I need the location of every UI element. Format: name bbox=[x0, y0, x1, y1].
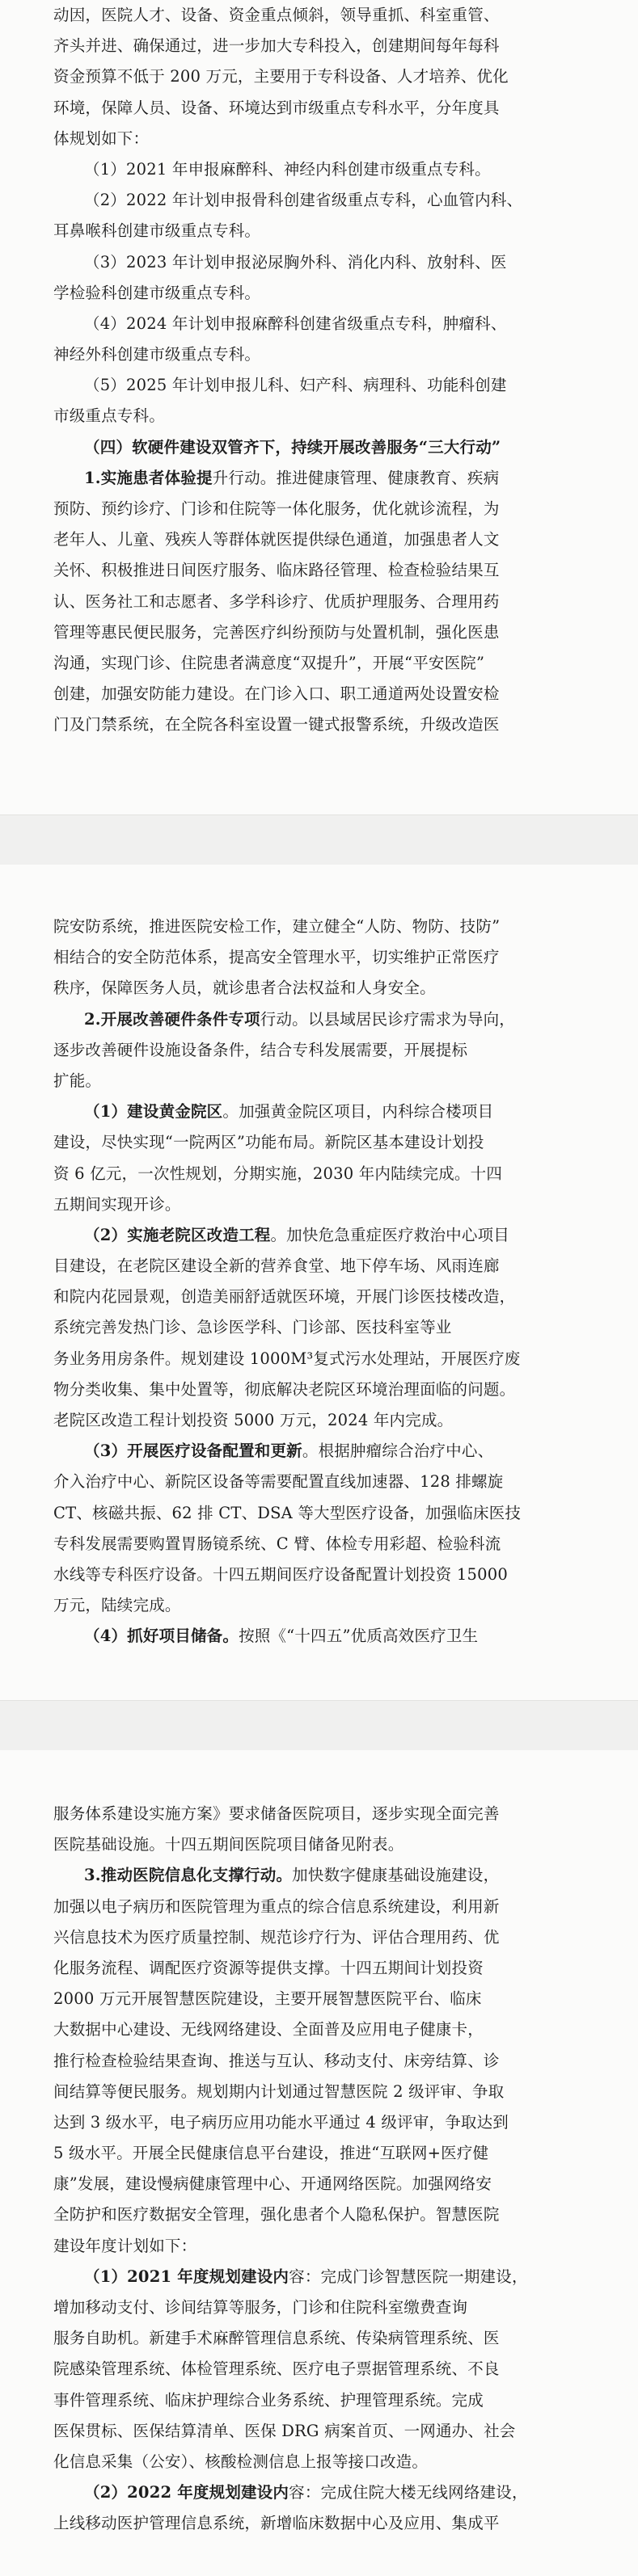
page-gap bbox=[0, 814, 638, 866]
text-line: 万元，陆续完成。 bbox=[53, 1596, 181, 1615]
text-line: 兴信息技术为医疗质量控制、规范诊疗行为、评估合理用药、优 bbox=[53, 1927, 500, 1947]
text-line: 医保贯标、医保结算清单、医保 DRG 病案首页、一网通办、社会 bbox=[53, 2421, 516, 2440]
text-line: 事件管理系统、临床护理综合业务系统、护理管理系统。完成 bbox=[53, 2390, 484, 2410]
text-line: 服务体系建设实施方案》要求储备医院项目，逐步实现全面完善 bbox=[53, 1804, 500, 1823]
page-3 bbox=[0, 1750, 638, 2576]
text-line: 务业务用房条件。规划建设 1000M³复式污水处理站，开展医疗废 bbox=[53, 1349, 521, 1368]
text-line: 康”发展，建设慢病健康管理中心、开通网络医院。加强网络安 bbox=[53, 2174, 492, 2194]
text-line: 沟通，实现门诊、住院患者满意度“双提升”，开展“平安医院” bbox=[53, 653, 485, 672]
text-line: 创建，加强安防能力建设。在门诊入口、职工通道两处设置安检 bbox=[53, 684, 500, 704]
text-line: （2）2022 年度规划建设内容：完成住院大楼无线网络建设， bbox=[84, 2483, 528, 2502]
text-line: 服务自助机。新建手术麻醉管理信息系统、传染病管理系统、医 bbox=[53, 2329, 500, 2348]
text-line: 耳鼻喉科创建市级重点专科。 bbox=[53, 221, 261, 241]
text-line: 和院内花园景观，创造美丽舒适就医环境，开展门诊医技楼改造， bbox=[53, 1287, 516, 1307]
text-line: 建设年度计划如下： bbox=[53, 2236, 197, 2255]
text-line: 专科发展需要购置胃肠镜系统、C 臂、体检专用彩超、检验科流 bbox=[53, 1534, 501, 1553]
text-line: （四）软硬件建设双管齐下，持续开展改善服务“三大行动” bbox=[84, 437, 501, 457]
text-line: 五期间实现开诊。 bbox=[53, 1194, 181, 1214]
text-line: 建设，尽快实现“一院两区”功能布局。新院区基本建设计划投 bbox=[53, 1133, 484, 1152]
text-line: 关怀、积极推进日间医疗服务、临床路径管理、检查检验结果互 bbox=[53, 561, 500, 580]
text-line: 动因，医院人才、设备、资金重点倾斜，领导重抓、科室重管、 bbox=[53, 6, 500, 24]
text-line: （3）开展医疗设备配置和更新。根据肿瘤综合治疗中心、 bbox=[84, 1442, 494, 1461]
text-line: 2000 万元开展智慧医院建设，主要开展智慧医院平台、临床 bbox=[53, 1989, 482, 2009]
text-line: 物分类收集、集中处置等，彻底解决老院区环境治理面临的问题。 bbox=[53, 1379, 516, 1399]
text-line: 加强以电子病历和医院管理为重点的综合信息系统建设，利用新 bbox=[53, 1896, 500, 1916]
text-line: （1）2021 年度规划建设内容：完成门诊智慧医院一期建设， bbox=[84, 2267, 528, 2286]
text-line: 相结合的安全防范体系，提高安全管理水平，切实维护正常医疗 bbox=[53, 948, 500, 967]
text-line: 3.推动医院信息化支撑行动。加快数字健康基础设施建设， bbox=[84, 1866, 500, 1885]
text-line: 秩序，保障医务人员，就诊患者合法权益和人身安全。 bbox=[53, 979, 436, 998]
text-line: 神经外科创建市级重点专科。 bbox=[53, 345, 261, 364]
text-line: （4）2024 年计划申报麻醉科创建省级重点专科，肿瘤科、 bbox=[84, 314, 507, 333]
text-line: （2）2022 年计划申报骨科创建省级重点专科，心血管内科、 bbox=[84, 191, 523, 210]
text-line: 环境，保障人员、设备、环境达到市级重点专科水平，分年度具 bbox=[53, 98, 500, 117]
text-line: 资 6 亿元，一次性规划，分期实施，2030 年内陆续完成。十四 bbox=[53, 1164, 503, 1183]
text-line: 上线移动医护管理信息系统，新增临床数据中心及应用、集成平 bbox=[53, 2514, 500, 2533]
text-line: 学检验科创建市级重点专科。 bbox=[53, 283, 261, 302]
text-line: （5）2025 年计划申报儿科、妇产科、病理科、功能科创建 bbox=[84, 376, 507, 395]
text-line: （2）实施老院区改造工程。加快危急重症医疗救治中心项目 bbox=[84, 1225, 509, 1244]
page-gap bbox=[0, 1700, 638, 1752]
text-line: （1）2021 年申报麻醉科、神经内科创建市级重点专科。 bbox=[84, 159, 491, 179]
text-line: 大数据中心建设、无线网络建设、全面普及应用电子健康卡， bbox=[53, 2020, 484, 2039]
text-line: 间结算等便民服务。规划期内计划通过智慧医院 2 级评审、争取 bbox=[53, 2081, 505, 2101]
text-line: 介入治疗中心、新院区设备等需要配置直线加速器、128 排螺旋 bbox=[53, 1472, 504, 1492]
text-line: 管理等惠民便民服务，完善医疗纠纷预防与处置机制，强化医患 bbox=[53, 622, 500, 642]
page-2 bbox=[0, 865, 638, 1700]
text-line: 齐头并进、确保通过，进一步加大专科投入，创建期间每年每科 bbox=[53, 36, 500, 56]
text-line: 老院区改造工程计划投资 5000 万元，2024 年内完成。 bbox=[53, 1411, 454, 1429]
text-line: 院安防系统，推进医院安检工作，建立健全“人防、物防、技防” bbox=[53, 917, 501, 936]
text-line: 扩能。 bbox=[53, 1071, 102, 1090]
text-line: 逐步改善硬件设施设备条件，结合专科发展需要，开展提标 bbox=[53, 1040, 468, 1059]
text-line: 系统完善发热门诊、急诊医学科、门诊部、医技科室等业 bbox=[53, 1318, 452, 1337]
text-line: 增加移动支付、诊间结算等服务，门诊和住院科室缴费查询 bbox=[53, 2298, 468, 2317]
text-line: 体规划如下： bbox=[53, 128, 150, 148]
text-line: 市级重点专科。 bbox=[53, 406, 165, 426]
text-line: 院感染管理系统、体检管理系统、医疗电子票据管理系统、不良 bbox=[53, 2359, 500, 2379]
text-line: 目建设，在老院区建设全新的营养食堂、地下停车场、风雨连廊 bbox=[53, 1256, 500, 1276]
text-line: 化服务流程、调配医疗资源等提供支撑。十四五期间计划投资 bbox=[53, 1958, 484, 1977]
text-line: CT、核磁共振、62 排 CT、DSA 等大型医疗设备，加强临床医技 bbox=[53, 1503, 522, 1522]
text-line: （1）建设黄金院区。加强黄金院区项目，内科综合楼项目 bbox=[84, 1102, 494, 1122]
text-line: 化信息采集（公安）、核酸检测信息上报等接口改造。 bbox=[53, 2452, 429, 2471]
text-line: 全防护和医疗数据安全管理，强化患者个人隐私保护。智慧医院 bbox=[53, 2205, 500, 2225]
text-line: （3）2023 年计划申报泌尿胸外科、消化内科、放射科、医 bbox=[84, 252, 507, 271]
text-line: 老年人、儿童、残疾人等群体就医提供绿色通道，加强患者人文 bbox=[53, 530, 500, 549]
text-line: 1.实施患者体验提升行动。推进健康管理、健康教育、疾病 bbox=[84, 468, 500, 487]
text-line: 2.开展改善硬件条件专项行动。以县域居民诊疗需求为导向， bbox=[84, 1009, 515, 1029]
text-line: 5 级水平。开展全民健康信息平台建设，推进“互联网+医疗健 bbox=[53, 2144, 489, 2163]
text-line: 达到 3 级水平，电子病历应用功能水平通过 4 级评审，争取达到 bbox=[53, 2112, 509, 2132]
text-line: 资金预算不低于 200 万元，主要用于专科设备、人才培养、优化 bbox=[53, 67, 509, 86]
text-line: 推行检查检验结果查询、推送与互认、移动支付、床旁结算、诊 bbox=[53, 2051, 500, 2070]
page-1 bbox=[0, 0, 638, 814]
text-line: 水线等专科医疗设备。十四五期间医疗设备配置计划投资 15000 bbox=[53, 1564, 508, 1584]
text-line: 预防、预约诊疗、门诊和住院等一体化服务，优化就诊流程，为 bbox=[53, 499, 500, 518]
text-line: 认、医务社工和志愿者、多学科诊疗、优质护理服务、合理用药 bbox=[53, 591, 500, 611]
text-line: 门及门禁系统，在全院各科室设置一键式报警系统，升级改造医 bbox=[53, 715, 500, 734]
text-line: 医院基础设施。十四五期间医院项目储备见附表。 bbox=[53, 1835, 404, 1854]
text-line: （4）抓好项目储备。按照《“十四五”优质高效医疗卫生 bbox=[84, 1627, 479, 1646]
